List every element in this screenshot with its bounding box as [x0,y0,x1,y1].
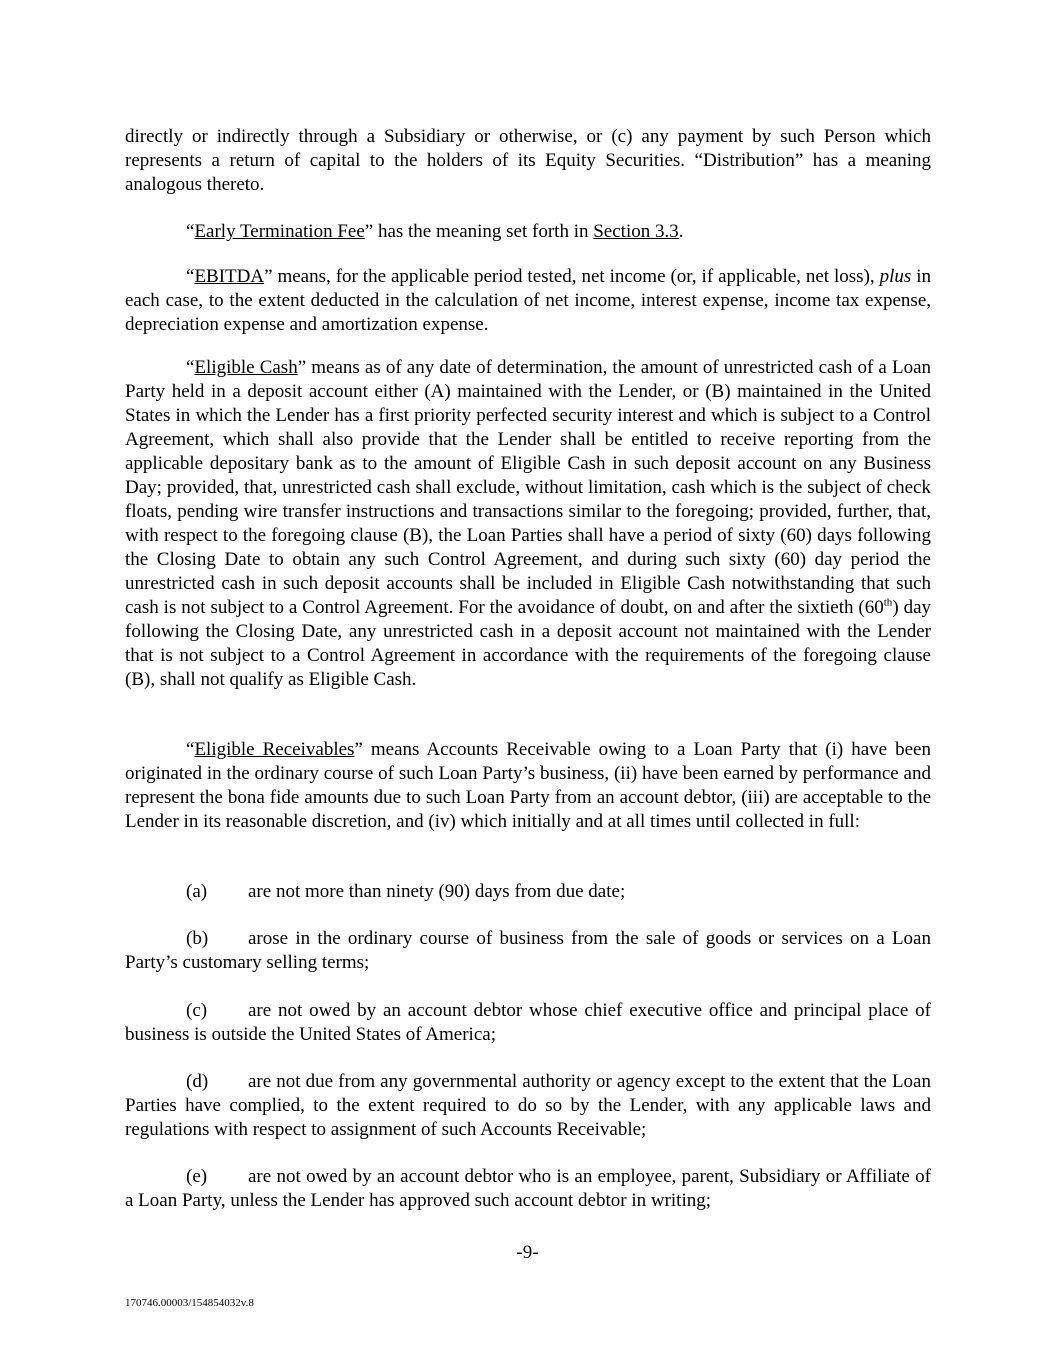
period: . [678,221,684,242]
definition-text: ” has the meaning set forth in [364,221,594,242]
definition-text: in each case, to the extent deducted in the calculation of net income, interest expense, income tax expense, depreciation expense and amortization expense. [125,266,932,335]
list-item-text: arose in the ordinary course of business from the sale of goods or services on a Loan Party’s customary selling terms; [125,928,931,973]
list-item [125,1070,931,1142]
quote-mark: “ [186,266,195,287]
paragraph-distribution-continued [125,125,931,197]
emphasis-plus: plus [879,266,912,287]
definition-text: ) day following the Closing Date, any unrestricted cash in a deposit account not maintained with the Lender that is not subject to a Control Agreement in accordance with the requirements of the foregoing clause (B), shall not qualify as Eligible Cash. [125,597,931,690]
definition-eligible-receivables [125,738,931,834]
list-item-text: are not owed by an account debtor who is an employee, parent, Subsidiary or Affiliate of a Loan Party, unless the Lender has approved such account debtor in writing; [125,1166,931,1211]
definition-early-termination-fee [125,220,931,244]
list-item-text: are not owed by an account debtor whose chief executive office and principal place of business is outside the United States of America; [125,1000,931,1045]
list-item-label: (e) [186,1166,208,1187]
defined-term: Eligible Cash [194,357,298,378]
list-item [125,999,931,1047]
defined-term: Eligible Receivables [194,739,355,760]
page-number: -9- [516,1242,539,1263]
list-item-label: (d) [186,1071,209,1092]
list-item-text: are not more than ninety (90) days from due date; [248,881,626,902]
quote-mark: “ [186,221,195,242]
list-item [125,1165,931,1213]
list-item [125,880,931,904]
list-item [125,927,931,975]
definition-eligible-cash [125,356,931,692]
list-item-label: (a) [186,881,208,902]
document-id-footer: 170746.00003/154854032v.8 [125,1297,254,1309]
definition-text: ” means Accounts Receivable owing to a Loan Party that (i) have been originated in the ordinary course of such Loan Party’s business, (ii) have been earned by performance and represent the bona fide amounts due to such Loan Party from an account debtor, (iii) are acceptable to the Lender in its reasonable discretion, and (iv) which initially and at all times until collected in full: [125,739,931,832]
definition-text: ” means as of any date of determination, the amount of unrestricted cash of a Loan Party held in a deposit account either (A) maintained with the Lender, or (B) maintained in the United States in which the Lender has a first priority perfected security interest and which is subject to a Control Agreement, which shall also provide that the Lender shall be entitled to receive reporting from the applicable depositary bank as to the amount of Eligible Cash in such deposit account on any Business Day; provided, that, unrestricted cash shall exclude, without limitation, cash which is the subject of check floats, pending wire transfer instructions and transactions similar to the foregoing; provided, further, that, with respect to the foregoing clause (B), the Loan Parties shall have a period of sixty (60) days following the Closing Date to obtain any such Control Agreement, and during such sixty (60) day period the unrestricted cash in such deposit accounts shall be included in Eligible Cash notwithstanding that such cash is not subject to a Control Agreement. For the avoidance of doubt, on and after the sixtieth (60 [125,357,932,618]
definition-text: ” means, for the applicable period tested, net income (or, if applicable, net loss), [264,266,880,287]
quote-mark: “ [186,739,195,760]
defined-term: EBITDA [194,266,265,287]
paragraph-text: directly or indirectly through a Subsidiary or otherwise, or (c) any payment by such Person which represents a return of capital to the holders of its Equity Securities. “Distribution” has a meaning analogous thereto. [125,126,931,195]
defined-term: Early Termination Fee [194,221,365,242]
list-item-label: (c) [186,1000,208,1021]
definition-ebitda [125,265,931,337]
list-item-label: (b) [186,928,209,949]
section-reference: Section 3.3 [593,221,679,242]
superscript: th [883,596,893,609]
quote-mark: “ [186,357,195,378]
list-item-text: are not due from any governmental authority or agency except to the extent that the Loan Parties have complied, to the extent required to do so by the Lender, with any applicable laws and regulations with respect to assignment of such Accounts Receivable; [125,1071,931,1140]
